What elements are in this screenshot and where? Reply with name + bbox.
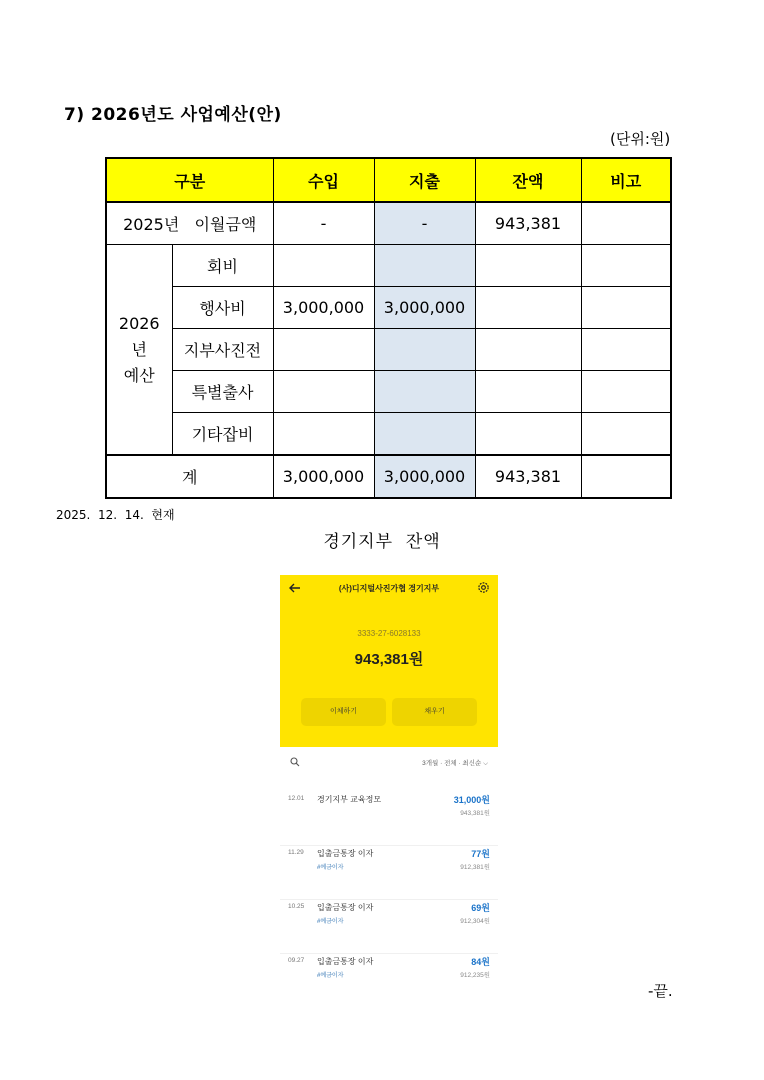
table-row-total [106,455,671,498]
list-item[interactable] [280,845,498,900]
fill-button[interactable]: 채우기 [392,698,477,726]
row-balance [475,245,581,287]
row-income [273,329,374,371]
account-title: (사)디지털사진가협 경기지부 [338,584,440,593]
row-label: 특별출사 [172,371,273,413]
total-note [581,455,671,498]
tx-name: 입출금통장 이자 [317,903,374,912]
table-row [106,245,671,287]
header-balance: 잔액 [475,158,581,202]
tx-balance: 912,304원 [460,918,490,925]
end-mark: -끝. [648,982,673,1000]
carryover-balance: 943,381 [475,202,581,245]
carryover-income: - [273,202,374,245]
total-label: 계 [106,455,273,498]
account-number: 3333-27-6028133 [357,629,421,638]
row-note [581,413,671,456]
total-balance: 943,381 [475,455,581,498]
tx-amount: 84원 [471,957,490,967]
list-item[interactable] [280,791,498,846]
row-expense [374,413,475,456]
row-expense [374,245,475,287]
row-label: 기타잡비 [172,413,273,456]
group-label-budget: 예산 [123,365,155,385]
row-label: 지부사진전 [172,329,273,371]
budget-table [105,157,672,499]
row-expense [374,329,475,371]
tx-date: 10.25 [288,903,305,910]
section-title: 7) 2026년도 사업예산(안) [64,105,282,125]
header-note: 비고 [581,158,671,202]
search-icon[interactable] [290,757,300,767]
header-category: 구분 [106,158,273,202]
as-of-date: 2025. 12. 14. 현재 [56,508,175,522]
balance-heading: 경기지부 잔액 [323,532,441,552]
table-row [106,329,671,371]
tx-amount: 77원 [471,849,490,859]
row-income [273,371,374,413]
tx-tag: #예금이자 [317,973,344,979]
group-label-year: 2026 [118,313,160,333]
row-income [273,245,374,287]
table-row [106,413,671,456]
tx-name: 경기지부 교육정모 [317,795,382,804]
tx-amount: 31,000원 [453,795,490,805]
row-balance [475,329,581,371]
row-balance [475,287,581,329]
table-row [106,287,671,329]
row-note [581,245,671,287]
total-expense: 3,000,000 [374,455,475,498]
tx-balance: 912,381원 [460,864,490,871]
row-label: 회비 [172,245,273,287]
row-income [273,413,374,456]
row-note [581,329,671,371]
row-label: 행사비 [172,287,273,329]
tx-balance: 912,235원 [460,972,490,979]
row-note [581,287,671,329]
tx-name: 입출금통장 이자 [317,957,374,966]
unit-note: (단위:원) [610,130,671,148]
row-expense: 3,000,000 [374,287,475,329]
tx-tag: #예금이자 [317,865,344,871]
header-expense: 지출 [374,158,475,202]
bank-app-screenshot [280,575,498,985]
row-balance [475,413,581,456]
tx-tag: #예금이자 [317,919,344,925]
carryover-note [581,202,671,245]
account-header [280,575,498,747]
tx-date: 11.29 [288,849,304,856]
group-label [106,245,172,456]
table-row [106,371,671,413]
header-income: 수입 [273,158,374,202]
tx-amount: 69원 [471,903,490,913]
list-item[interactable] [280,899,498,954]
table-row-carryover [106,202,671,245]
row-income: 3,000,000 [273,287,374,329]
tx-balance: 943,381원 [460,810,490,817]
total-income: 3,000,000 [273,455,374,498]
row-note [581,371,671,413]
row-expense [374,371,475,413]
tx-date: 12.01 [288,795,305,802]
group-label-unit: 년 [131,339,147,359]
transfer-button[interactable]: 이체하기 [301,698,386,726]
carryover-label: 2025년 이월금액 [106,202,273,245]
list-item[interactable] [280,953,498,985]
carryover-expense: - [374,202,475,245]
row-balance [475,371,581,413]
tx-name: 입출금통장 이자 [317,849,374,858]
transaction-filter[interactable]: 3개월 · 전체 · 최신순 ⌵ [422,760,488,767]
gear-icon[interactable] [477,581,490,594]
account-balance: 943,381원 [354,651,424,668]
table-header-row [106,158,671,202]
tx-date: 09.27 [288,957,305,964]
